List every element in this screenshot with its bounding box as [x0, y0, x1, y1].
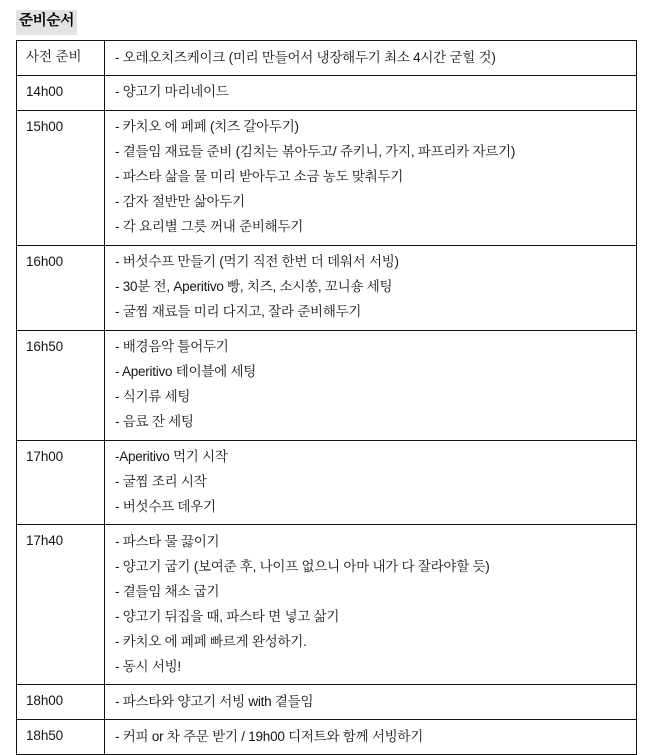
task-line: - 30분 전, Aperitivo 빵, 치즈, 소시쏭, 꼬니숑 세팅 — [115, 279, 393, 295]
task-line: - 파스타 물 끓이기 — [115, 533, 220, 549]
time-cell: 15h00 — [17, 110, 105, 245]
task-cell — [105, 525, 637, 685]
table-row — [17, 440, 637, 525]
task-line: - 음료 잔 세팅 — [115, 414, 194, 430]
table-row — [17, 110, 637, 245]
task-line: - 파스타와 양고기 서빙 with 곁들임 — [115, 693, 314, 709]
task-line: - 식기류 세팅 — [115, 389, 191, 405]
task-line: - 양고기 뒤집을 때, 파스타 면 넣고 삶기 — [115, 608, 340, 624]
task-line: - 곁들임 채소 굽기 — [115, 583, 220, 599]
time-cell: 16h00 — [17, 245, 105, 330]
task-cell — [105, 75, 637, 110]
task-cell — [105, 440, 637, 525]
task-line: - 굴찜 재료들 미리 다지고, 잘라 준비해두기 — [115, 304, 362, 320]
task-line: - 동시 서빙! — [115, 658, 181, 674]
task-line: - 파스타 삶을 물 미리 받아두고 소금 농도 맞춰두기 — [115, 169, 404, 185]
task-cell — [105, 330, 637, 440]
task-line: - 버섯수프 데우기 — [115, 499, 216, 514]
task-line: - 버섯수프 만들기 (먹기 직전 한번 더 데워서 서빙) — [115, 254, 399, 270]
task-line: - 카치오 에 페페 (치즈 갈아두기) — [115, 119, 299, 135]
task-line: - 각 요리별 그릇 꺼내 준비해두기 — [115, 219, 304, 235]
table-row — [17, 75, 637, 110]
schedule-table-body — [17, 41, 637, 755]
task-line: - 양고기 마리네이드 — [115, 84, 229, 100]
task-line: - 배경음악 틀어두기 — [115, 339, 229, 355]
time-cell: 14h00 — [17, 75, 105, 110]
task-cell — [105, 685, 637, 720]
page-title: 준비순서 — [16, 10, 77, 35]
title-container — [0, 0, 652, 34]
task-cell — [105, 720, 637, 755]
table-row — [17, 525, 637, 685]
task-line: - 곁들임 재료들 준비 (김치는 볶아두고/ 쥬키니, 가지, 파프리카 자르기) — [115, 144, 516, 160]
task-line: - 양고기 굽기 (보여준 후, 나이프 없으니 아마 내가 다 잘라야할 듯) — [115, 558, 490, 574]
preparation-schedule-table — [16, 40, 637, 755]
task-line: - 굴찜 조리 시작 — [115, 474, 207, 490]
task-cell — [105, 110, 637, 245]
task-line: - 카치오 에 페페 빠르게 완성하기. — [115, 633, 307, 649]
task-line: - Aperitivo 테이블에 세팅 — [115, 364, 257, 380]
time-cell: 사전 준비 — [17, 41, 105, 76]
time-cell: 17h40 — [17, 525, 105, 685]
task-cell — [105, 245, 637, 330]
time-cell: 16h50 — [17, 330, 105, 440]
time-cell: 18h50 — [17, 720, 105, 755]
task-line: - 감자 절반만 삶아두기 — [115, 194, 245, 210]
time-cell: 18h00 — [17, 685, 105, 720]
table-row — [17, 245, 637, 330]
table-row — [17, 685, 637, 720]
task-line: - 오레오치즈케이크 (미리 만들어서 냉장해두기 최소 4시간 굳힐 것) — [115, 49, 496, 65]
task-line: - 커피 or 차 주문 받기 / 19h00 디저트와 함께 서빙하기 — [115, 728, 423, 744]
task-line: -Aperitivo 먹기 시작 — [115, 449, 228, 465]
table-row — [17, 41, 637, 76]
table-row — [17, 330, 637, 440]
time-cell: 17h00 — [17, 440, 105, 525]
table-row — [17, 720, 637, 755]
task-cell — [105, 41, 637, 76]
